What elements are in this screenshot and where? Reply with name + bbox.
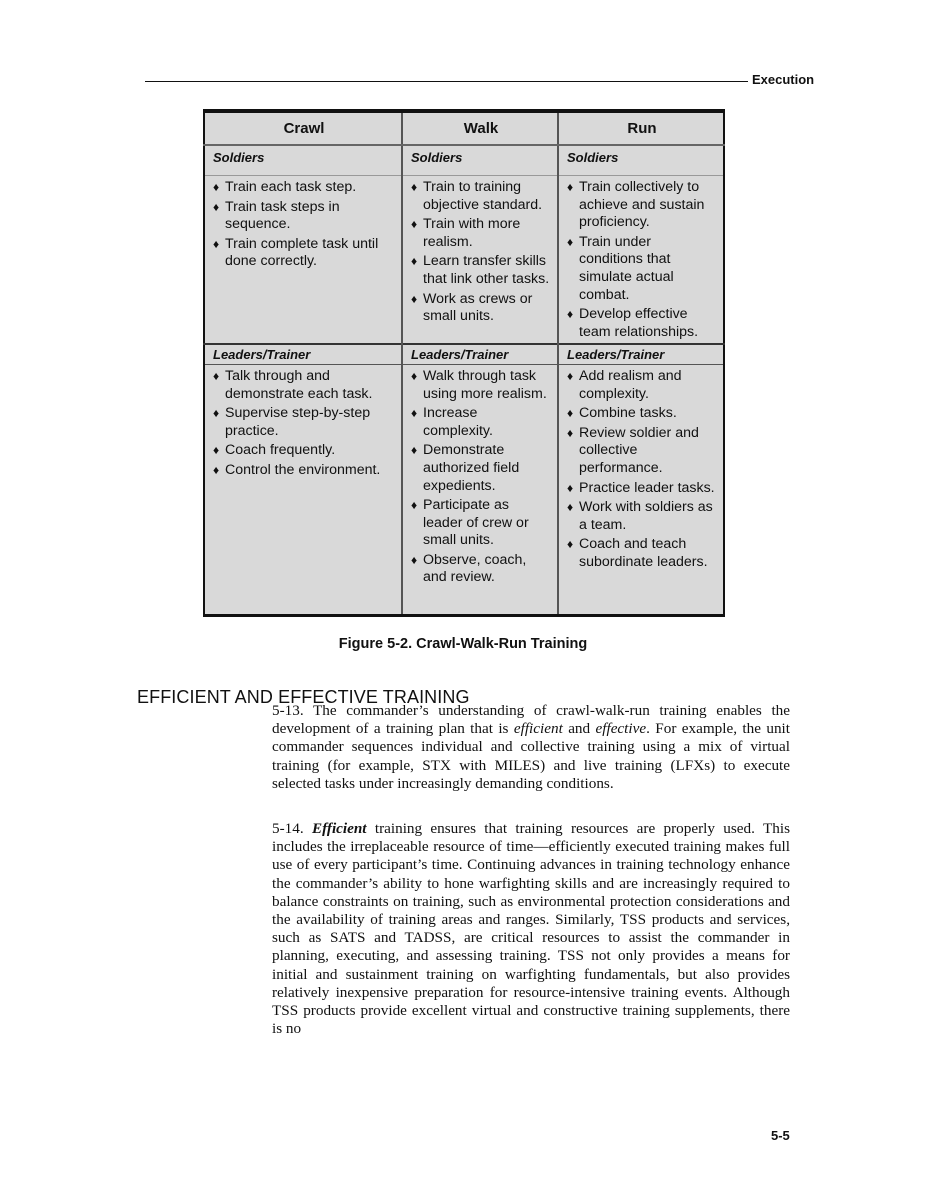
- emphasis-efficient: efficient: [513, 720, 563, 738]
- leaders-run-cell: [558, 364, 724, 615]
- leaders-label: Leaders/Trainer: [558, 344, 724, 364]
- paragraph-5-14: [272, 820, 790, 1038]
- list-item: ♦ Control the environment.: [213, 462, 395, 480]
- list-item: ♦ Train under conditions that simulate actual combat.: [567, 234, 717, 304]
- leaders-tasks-row: [204, 364, 724, 615]
- paragraph-number: 5-14.: [272, 820, 312, 837]
- soldiers-label: Soldiers: [402, 145, 558, 176]
- soldiers-walk-cell: [402, 176, 558, 345]
- paragraph-text: and: [562, 720, 596, 738]
- soldiers-label-row: [204, 145, 724, 176]
- list-item: ♦ Learn transfer skills that link other tasks.: [411, 253, 551, 288]
- soldiers-label: Soldiers: [204, 145, 402, 176]
- leaders-label-row: [204, 344, 724, 364]
- soldiers-crawl-cell: [204, 176, 402, 345]
- list-item: ♦ Combine tasks.: [567, 405, 717, 423]
- list-item: ♦ Coach frequently.: [213, 442, 395, 460]
- soldiers-tasks-row: [204, 176, 724, 345]
- list-item: ♦ Develop effective team relationships.: [567, 306, 717, 341]
- table-header-row: [204, 111, 724, 145]
- paragraph-text: . For example, the unit commander sequences individual and collective training using a mix of virtual training (for example, STX with MILES) and live training (LFXs) to execute selected tasks under increasingly demanding conditions.: [272, 720, 790, 792]
- leaders-label: Leaders/Trainer: [402, 344, 558, 364]
- header-rule: [145, 81, 748, 82]
- list-item: ♦ Train with more realism.: [411, 216, 551, 251]
- paragraph-5-13: [272, 702, 790, 793]
- list-item: ♦ Observe, coach, and review.: [411, 552, 551, 587]
- lead-term-efficient: Efficient: [311, 820, 367, 837]
- list-item: ♦ Walk through task using more realism.: [411, 368, 551, 403]
- list-item: ♦ Train complete task until done correctly.: [213, 236, 395, 271]
- emphasis-effective: effective: [595, 720, 647, 738]
- leaders-label: Leaders/Trainer: [204, 344, 402, 364]
- list-item: ♦ Participate as leader of crew or small units.: [411, 497, 551, 550]
- list-item: ♦ Work as crews or small units.: [411, 291, 551, 326]
- leaders-walk-cell: [402, 364, 558, 615]
- list-item: ♦ Add realism and complexity.: [567, 368, 717, 403]
- list-item: ♦ Talk through and demonstrate each task.: [213, 368, 395, 403]
- list-item: ♦ Review soldier and collective performance.: [567, 425, 717, 478]
- soldiers-label: Soldiers: [558, 145, 724, 176]
- page-number: 5-5: [771, 1128, 790, 1143]
- list-item: ♦ Train task steps in sequence.: [213, 199, 395, 234]
- leaders-crawl-cell: [204, 364, 402, 615]
- soldiers-run-cell: [558, 176, 724, 345]
- figure-caption: Figure 5-2. Crawl-Walk-Run Training: [338, 636, 588, 652]
- list-item: ♦ Train each task step.: [213, 179, 395, 197]
- list-item: ♦ Demonstrate authorized field expedients.: [411, 442, 551, 495]
- column-header-crawl: Crawl: [204, 111, 402, 145]
- list-item: ♦ Train collectively to achieve and sustain proficiency.: [567, 179, 717, 232]
- list-item: ♦ Train to training objective standard.: [411, 179, 551, 214]
- list-item: ♦ Practice leader tasks.: [567, 480, 717, 498]
- paragraph-text: training ensures that training resources are properly used. This includes the irreplaceable resource of time—efficiently executed training makes full use of every participant’s time. Continuing advances in training technology enhance the commander’s ability to hone warfighting skills and are increasingly required to balance constraints on training, such as environmental protection considerations and the availability of training areas and ranges. Similarly, TSS products and services, such as SATS and TADSS, are critical resources to assist the commander in planning, executing, and assessing training. TSS not only provides a means for initial and sustainment training on warfighting fundamentals, but also provides relatively inexpensive preparation for resource-intensive training events. Although TSS products provide excellent virtual and constructive training supplements, there is no: [272, 820, 790, 1038]
- paragraph-text: 5-13. The commander’s understanding of crawl-walk-run training enables the development of a training plan that is: [272, 702, 790, 738]
- column-header-walk: Walk: [402, 111, 558, 145]
- section-heading: EFFICIENT AND EFFECTIVE TRAINING: [137, 686, 470, 707]
- list-item: ♦ Increase complexity.: [411, 405, 551, 440]
- column-header-run: Run: [558, 111, 724, 145]
- list-item: ♦ Work with soldiers as a team.: [567, 499, 717, 534]
- list-item: ♦ Coach and teach subordinate leaders.: [567, 536, 717, 571]
- running-header: Execution: [752, 72, 815, 87]
- crawl-walk-run-table: [203, 109, 725, 617]
- list-item: ♦ Supervise step-by-step practice.: [213, 405, 395, 440]
